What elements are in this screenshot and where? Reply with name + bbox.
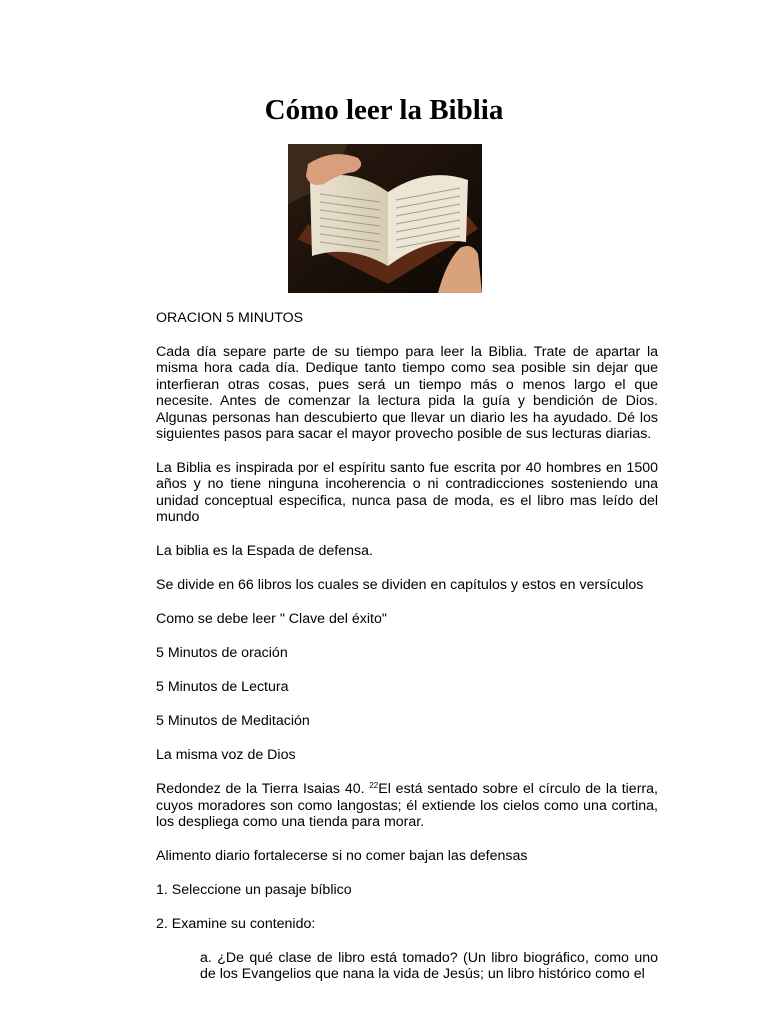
bible-icon: [288, 144, 482, 293]
open-bible-photo: [288, 144, 482, 293]
verse-intro: Redondez de la Tierra Isaias 40.: [156, 781, 370, 798]
paragraph: 5 Minutos de Lectura: [156, 679, 289, 696]
list-item: 2. Examine su contenido:: [156, 916, 316, 933]
paragraph: La biblia es la Espada de defensa.: [156, 543, 373, 560]
paragraph-verse: [156, 781, 658, 830]
document-body: [156, 310, 658, 1000]
verse-text: El está sentado sobre el círculo de la tierra, cuyos moradores son como langostas; él extiende los cielos como una cortina, los despliega como una tienda para morar.: [156, 781, 658, 831]
paragraph: Se divide en 66 libros los cuales se dividen en capítulos y estos en versículos: [156, 577, 644, 594]
verse-number: 22: [369, 781, 379, 791]
paragraph: La Biblia es inspirada por el espíritu santo fue escrita por 40 hombres en 1500 años y no tiene ninguna incoherencia o ni contradicciones sosteniendo una unidad conceptual especifica, nunca pasa de moda, es el libro mas leído del mundo: [156, 460, 658, 526]
paragraph: 5 Minutos de Meditación: [156, 713, 310, 730]
paragraph: La misma voz de Dios: [156, 747, 296, 764]
paragraph: 5 Minutos de oración: [156, 645, 288, 662]
section-heading: ORACION 5 MINUTOS: [156, 310, 304, 326]
paragraph: Como se debe leer " Clave del éxito": [156, 611, 387, 628]
sub-list-item: a. ¿De qué clase de libro está tomado? (Un libro biográfico, como uno de los Evangelios que nana la vida de Jesús; un libro histórico como el: [200, 950, 658, 983]
list-item: 1. Seleccione un pasaje bíblico: [156, 882, 352, 899]
paragraph: Alimento diario fortalecerse si no comer bajan las defensas: [156, 848, 528, 865]
page-title: Cómo leer la Biblia: [264, 94, 504, 126]
paragraph: Cada día separe parte de su tiempo para leer la Biblia. Trate de apartar la misma hora cada día. Dedique tanto tiempo como sea posible sin dejar que interfieran otras cosas, pues será un tiempo más o menos largo el que necesite. Antes de comenzar la lectura pida la guía y bendición de Dios. Algunas personas han descubierto que llevar un diario les ha ayudado. Dé los siguientes pasos para sacar el mayor provecho posible de sus lecturas diarias.: [156, 344, 658, 443]
